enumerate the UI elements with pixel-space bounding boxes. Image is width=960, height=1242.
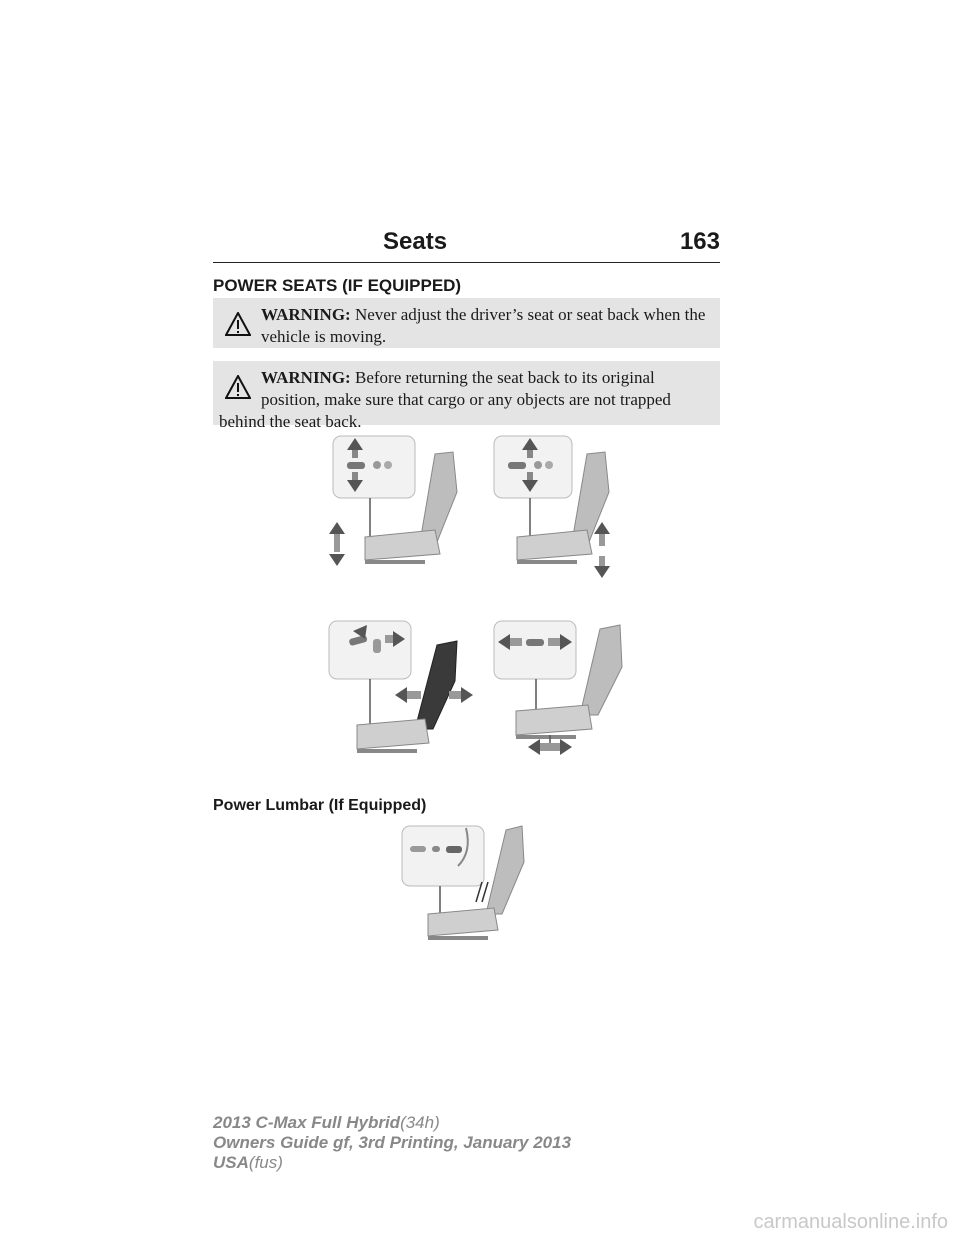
warning-text-1: WARNING: Never adjust the driver’s seat or seat back when the vehicle is moving. bbox=[261, 305, 706, 346]
page-header bbox=[213, 228, 720, 263]
section-title: Seats bbox=[383, 228, 448, 255]
warning-box-2 bbox=[213, 361, 720, 431]
section-heading: POWER SEATS (IF EQUIPPED) bbox=[213, 276, 462, 295]
warning-triangle-icon bbox=[225, 375, 251, 399]
lumbar-subheading: Power Lumbar (If Equipped) bbox=[213, 797, 427, 814]
warning-box-1 bbox=[213, 298, 720, 348]
warning-text-2: WARNING: Before returning the seat back to its original position, make sure that cargo or any objects are not trapped bbox=[261, 368, 671, 409]
seat-height-figure bbox=[325, 432, 475, 582]
warning-triangle-icon bbox=[225, 312, 251, 336]
seat-recline-figure bbox=[325, 617, 475, 767]
watermark: carmanualsonline.info bbox=[753, 1211, 948, 1233]
lumbar-figure bbox=[398, 822, 528, 950]
seat-tilt-figure bbox=[492, 432, 642, 582]
page-number: 163 bbox=[679, 228, 720, 255]
seat-fore-aft-figure bbox=[492, 617, 642, 767]
footer: 2013 C-Max Full Hybrid(34h) Owners Guide gf, 3rd Printing, January 2013 USA(fus) bbox=[213, 1113, 572, 1172]
warning-text-2-cont: behind the seat back. bbox=[219, 412, 362, 431]
